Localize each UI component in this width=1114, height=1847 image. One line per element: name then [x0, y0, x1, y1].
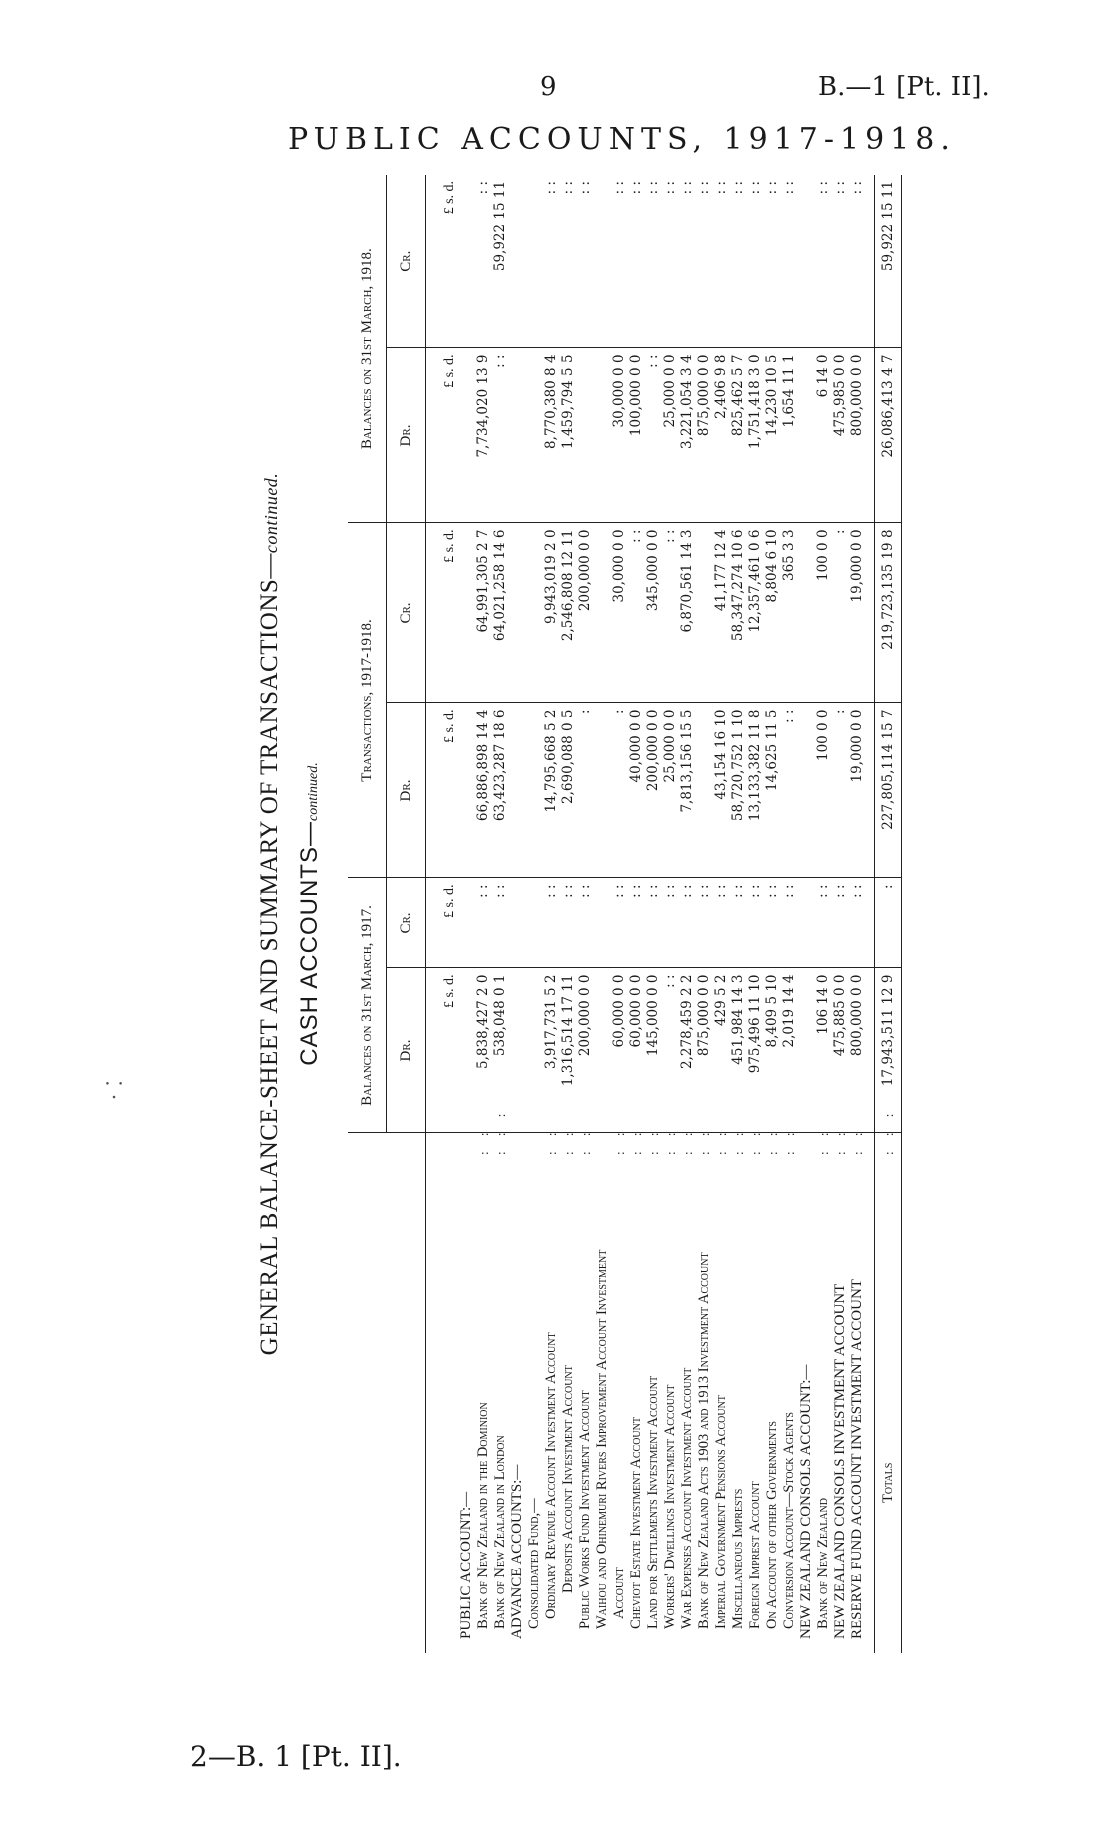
ledger-row: [526, 175, 543, 1653]
amount-cell-c2: : :: [713, 878, 730, 968]
amount-cell-c5: 2,406 9 8: [713, 348, 730, 523]
amount-cell-c6: [798, 175, 815, 348]
total-c5: 26,086,413 4 7: [875, 348, 902, 523]
footer-reference: 2—B. 1 [Pt. II].: [190, 1740, 402, 1773]
amount-cell-c5: 1,459,794 5 5: [560, 348, 577, 523]
ledger-row: [696, 175, 713, 1653]
amount-cell-c4: 2,546,808 12 11: [560, 523, 577, 703]
amount-cell-c2: : :: [764, 878, 781, 968]
balance-sheet: [256, 175, 896, 1653]
ledger-row: [458, 175, 475, 1653]
amount-cell-c3: [526, 703, 543, 878]
amount-cell-c6: : :: [696, 180, 712, 195]
units-spacer: [426, 1133, 459, 1653]
amount-cell-c6: : :: [747, 180, 763, 195]
ledger-row: [730, 175, 747, 1653]
ledger-row: [475, 175, 492, 1653]
amount-cell-c3: 100 0 0: [815, 703, 832, 878]
ledger-row: [798, 175, 815, 1653]
amount-cell-c6: [594, 175, 611, 348]
amount-cell-c6: [509, 175, 526, 348]
amount-cell-c1: 451,984 14 3: [730, 968, 747, 1133]
row-leader-dots: [798, 1133, 815, 1155]
amount-cell-c2: [594, 878, 611, 968]
amount-cell-c3: 25,000 0 0: [662, 703, 679, 878]
amount-cell-c4: [594, 523, 611, 703]
amount-cell-c1: 2,019 14 4: [781, 968, 798, 1133]
amount-cell-c5: 1,654 11 1: [781, 348, 798, 523]
amount-cell-c4: 345,000 0 0: [645, 523, 662, 703]
row-leader-dots: : :: [561, 1126, 576, 1155]
amount-cell-c3: 200,000 0 0: [645, 703, 662, 878]
amount-cell-c1: 429 5 2: [713, 968, 730, 1133]
row-label: Bank of New Zealand in London: [492, 1435, 508, 1629]
row-label: Ordinary Revenue Account Investment Account: [543, 1332, 559, 1619]
spacer-cell: [866, 878, 875, 968]
amount-cell-c6: : :: [679, 180, 695, 195]
amount-cell-c3: 66,886,898 14 4: [475, 703, 492, 878]
row-label: NEW ZEALAND CONSOLS INVESTMENT ACCOUNT: [832, 1283, 848, 1639]
row-leader-dots: : :: [731, 1126, 746, 1155]
header-cr: Cr.: [387, 175, 426, 348]
amount-cell-c1: 145,000 0 0: [645, 968, 662, 1133]
spacer-cell: [866, 703, 875, 878]
units-label: £ s. d.: [426, 348, 459, 523]
total-c1: 17,943,511 12 9: [875, 968, 902, 1133]
row-label: RESERVE FUND ACCOUNT INVESTMENT ACCOUNT: [849, 1279, 865, 1639]
amount-cell-c4: 9,943,019 2 0: [543, 523, 560, 703]
amount-cell-c4: 19,000 0 0: [849, 523, 866, 703]
amount-cell-c5: 7,734,020 13 9: [475, 348, 492, 523]
amount-cell-c4: 64,021,258 14 6: [492, 523, 509, 703]
ledger-row: [662, 175, 679, 1653]
row-leader-dots: : : :: [493, 1107, 508, 1155]
row-label: Cheviot Estate Investment Account: [628, 1417, 644, 1629]
amount-cell-c1: : :: [662, 968, 679, 1133]
amount-cell-c2: : :: [645, 878, 662, 968]
amount-cell-c3: [594, 703, 611, 878]
row-leader-dots: : :: [476, 1126, 491, 1155]
amount-cell-c1: [509, 968, 526, 1133]
ledger-row: [764, 175, 781, 1653]
ledger-row: [645, 175, 662, 1653]
ledger-row: [815, 175, 832, 1653]
amount-cell-c3: :: [577, 703, 594, 878]
row-leader-dots: [594, 1133, 611, 1155]
amount-cell-c6: : :: [475, 180, 491, 195]
amount-cell-c2: : :: [577, 878, 594, 968]
amount-cell-c6: : :: [628, 180, 644, 195]
amount-cell-c5: 14,230 10 5: [764, 348, 781, 523]
amount-cell-c4: 365 3 3: [781, 523, 798, 703]
row-leader-dots: : :: [714, 1126, 729, 1155]
main-title-continued: continued.: [261, 472, 281, 554]
units-label: £ s. d.: [426, 703, 459, 878]
amount-cell-c6: : :: [815, 180, 831, 195]
ledger-row: [543, 175, 560, 1653]
units-label: £ s. d.: [426, 878, 459, 968]
amount-cell-c6: : :: [577, 180, 593, 195]
row-leader-dots: : :: [748, 1126, 763, 1155]
row-leader-dots: [458, 1133, 475, 1155]
row-label: Foreign Imprest Account: [747, 1481, 763, 1629]
amount-cell-c5: [594, 348, 611, 523]
total-c4: 219,723,135 19 8: [875, 523, 902, 703]
row-label: Bank of New Zealand in the Dominion: [475, 1402, 491, 1629]
amount-cell-c1: 538,048 0 1: [492, 968, 509, 1133]
amount-cell-c2: : :: [611, 878, 628, 968]
sub-title-text: CASH ACCOUNTS—: [296, 821, 323, 1066]
amount-cell-c6: : :: [611, 180, 627, 195]
amount-cell-c6: : :: [849, 180, 865, 195]
amount-cell-c1: [526, 968, 543, 1133]
amount-cell-c1: 60,000 0 0: [628, 968, 645, 1133]
rotated-sheet: [256, 175, 896, 1653]
amount-cell-c1: 800,000 0 0: [849, 968, 866, 1133]
row-leader-dots: : :: [663, 1126, 678, 1155]
row-leader-dots: : :: [833, 1126, 848, 1155]
amount-cell-c1: 875,000 0 0: [696, 968, 713, 1133]
units-label: £ s. d.: [442, 180, 457, 215]
spacer-cell: [866, 968, 875, 1133]
amount-cell-c2: : :: [730, 878, 747, 968]
row-leader-dots: : :: [816, 1126, 831, 1155]
header-cr: Cr.: [387, 523, 426, 703]
amount-cell-c6: : :: [730, 180, 746, 195]
amount-cell-c5: 475,985 0 0: [832, 348, 849, 523]
row-label: Bank of New Zealand Acts 1903 and 1913 Investment Account: [696, 1252, 712, 1629]
main-title-text: GENERAL BALANCE-SHEET AND SUMMARY OF TRANSACTIONS—: [256, 553, 283, 1356]
row-label: Account: [611, 1567, 627, 1619]
amount-cell-c4: 200,000 0 0: [577, 523, 594, 703]
amount-cell-c3: [798, 703, 815, 878]
ledger-row: [560, 175, 577, 1653]
units-label: £ s. d.: [426, 968, 459, 1133]
amount-cell-c4: :: [832, 523, 849, 703]
row-leader-dots: : :: [612, 1126, 627, 1155]
amount-cell-c6: : :: [713, 180, 729, 195]
document-reference: B.—1 [Pt. II].: [818, 72, 990, 102]
row-leader-dots: : :: [646, 1126, 661, 1155]
header-dr: Dr.: [387, 703, 426, 878]
amount-cell-c2: [509, 878, 526, 968]
row-leader-dots: : :: [544, 1126, 559, 1155]
sub-title: [296, 175, 324, 1653]
amount-cell-c6: : :: [662, 180, 678, 195]
amount-cell-c2: : :: [696, 878, 713, 968]
amount-cell-c5: 6 14 0: [815, 348, 832, 523]
row-label: Bank of New Zealand: [815, 1498, 831, 1629]
amount-cell-c4: 58,347,274 10 6: [730, 523, 747, 703]
row-leader-dots: : :: [629, 1126, 644, 1155]
amount-cell-c1: 8,409 5 10: [764, 968, 781, 1133]
amount-cell-c2: : :: [781, 878, 798, 968]
header-dr: Dr.: [387, 968, 426, 1133]
amount-cell-c5: 8,770,380 8 4: [543, 348, 560, 523]
amount-cell-c3: 7,813,156 15 5: [679, 703, 696, 878]
header-balances-1917: Balances on 31st March, 1917.: [348, 878, 387, 1133]
row-label: Miscellaneous Imprests: [730, 1488, 746, 1629]
amount-cell-c2: : :: [475, 878, 492, 968]
ledger-row: [492, 175, 509, 1653]
row-label: Conversion Account—Stock Agents: [781, 1412, 797, 1629]
ledger-row: [849, 175, 866, 1653]
amount-cell-c2: : :: [679, 878, 696, 968]
spacer-cell: [866, 348, 875, 523]
amount-cell-c3: 19,000 0 0: [849, 703, 866, 878]
amount-cell-c1: 200,000 0 0: [577, 968, 594, 1133]
units-label: £ s. d.: [426, 523, 459, 703]
row-leader-dots: [509, 1133, 526, 1155]
spacer-row: [866, 175, 875, 1653]
row-label: NEW ZEALAND CONSOLS ACCOUNT:—: [798, 1364, 814, 1639]
amount-cell-c2: : :: [543, 878, 560, 968]
spacer-cell: [866, 1133, 875, 1155]
amount-cell-c3: 13,133,382 11 8: [747, 703, 764, 878]
amount-cell-c3: 40,000 0 0: [628, 703, 645, 878]
amount-cell-c6: : :: [645, 180, 661, 195]
row-leader-dots: [526, 1133, 543, 1155]
amount-cell-c3: :: [832, 703, 849, 878]
amount-cell-c1: 975,496 11 10: [747, 968, 764, 1133]
ledger-body: [458, 175, 902, 1653]
ledger-row: [594, 175, 611, 1653]
row-label: ADVANCE ACCOUNTS:—: [509, 1464, 525, 1639]
amount-cell-c5: 875,000 0 0: [696, 348, 713, 523]
total-c3: 227,805,114 15 7: [875, 703, 902, 878]
amount-cell-c4: 64,991,305 2 7: [475, 523, 492, 703]
row-label: Workers' Dwellings Investment Account: [662, 1384, 678, 1629]
spacer-cell: [866, 175, 875, 348]
scan-mark: ⸪: [105, 1079, 124, 1104]
row-leader-dots: : :: [680, 1126, 695, 1155]
amount-cell-c1: 60,000 0 0: [611, 968, 628, 1133]
spacer-cell: [866, 1155, 875, 1653]
amount-cell-c6: [458, 175, 475, 348]
amount-cell-c2: [798, 878, 815, 968]
amount-cell-c5: : :: [492, 348, 509, 523]
amount-cell-c4: 100 0 0: [815, 523, 832, 703]
amount-cell-c4: : :: [662, 523, 679, 703]
amount-cell-c5: 100,000 0 0: [628, 348, 645, 523]
amount-cell-c5: 3,221,054 3 4: [679, 348, 696, 523]
sub-title-continued: continued.: [306, 762, 321, 822]
amount-cell-c3: 58,720,752 1 10: [730, 703, 747, 878]
header-dr: Dr.: [387, 348, 426, 523]
amount-cell-c3: 14,625 11 5: [764, 703, 781, 878]
totals-label: Totals: [875, 1155, 902, 1653]
amount-cell-c6: [526, 175, 543, 348]
row-label: PUBLIC ACCOUNT:—: [458, 1491, 474, 1639]
amount-cell-c1: 1,316,514 17 11: [560, 968, 577, 1133]
amount-cell-c6: : :: [832, 180, 848, 195]
amount-cell-c1: 106 14 0: [815, 968, 832, 1133]
amount-cell-c2: : :: [492, 878, 509, 968]
amount-cell-c3: : :: [781, 703, 798, 878]
amount-cell-c3: :: [611, 703, 628, 878]
amount-cell-c2: : :: [662, 878, 679, 968]
amount-cell-c1: [594, 968, 611, 1133]
main-title: [256, 175, 284, 1653]
header-balances-1918: Balances on 31st March, 1918.: [348, 175, 387, 523]
row-label: Waihou and Ohinemuri Rivers Improvement Account Investment: [594, 1249, 610, 1629]
amount-cell-c2: : :: [560, 878, 577, 968]
page-number: 9: [540, 72, 557, 102]
amount-cell-c1: 3,917,731 5 2: [543, 968, 560, 1133]
amount-cell-c3: 14,795,668 5 2: [543, 703, 560, 878]
total-c6: 59,922 15 11: [875, 175, 902, 348]
amount-cell-c1: [458, 968, 475, 1133]
amount-cell-c4: : :: [628, 523, 645, 703]
row-label: Public Works Fund Investment Account: [577, 1390, 593, 1629]
row-leader-dots: : :: [578, 1126, 593, 1155]
amount-cell-c4: 8,804 6 10: [764, 523, 781, 703]
amount-cell-c2: : :: [628, 878, 645, 968]
header-cr: Cr.: [387, 878, 426, 968]
amount-cell-c5: [798, 348, 815, 523]
amount-cell-c5: [526, 348, 543, 523]
amount-cell-c2: : :: [832, 878, 849, 968]
amount-cell-c5: 1,751,418 3 0: [747, 348, 764, 523]
amount-cell-c3: 43,154 16 10: [713, 703, 730, 878]
ledger-row: [832, 175, 849, 1653]
row-label: Deposits Account Investment Account: [560, 1365, 576, 1593]
amount-cell-c2: : :: [747, 878, 764, 968]
amount-cell-c2: [526, 878, 543, 968]
amount-cell-c2: [458, 878, 475, 968]
amount-cell-c6: : :: [560, 180, 576, 195]
label-header: [348, 1133, 426, 1653]
amount-cell-c6: : :: [781, 180, 797, 195]
amount-cell-c3: 2,690,088 0 5: [560, 703, 577, 878]
amount-cell-c3: 63,423,287 18 6: [492, 703, 509, 878]
ledger-row: [781, 175, 798, 1653]
amount-cell-c4: [458, 523, 475, 703]
amount-cell-c4: [696, 523, 713, 703]
amount-cell-c4: 12,357,461 0 6: [747, 523, 764, 703]
ledger-row: [747, 175, 764, 1653]
row-leader-dots: : :: [782, 1126, 797, 1155]
amount-cell-c5: 800,000 0 0: [849, 348, 866, 523]
amount-cell-c6: : :: [543, 180, 559, 195]
ledger-row: [509, 175, 526, 1653]
row-leader-dots: : :: [697, 1126, 712, 1155]
ledger-row: [679, 175, 696, 1653]
amount-cell-c6: 59,922 15 11: [492, 180, 508, 272]
ledger-row: [628, 175, 645, 1653]
amount-cell-c5: : :: [645, 348, 662, 523]
row-label: Land for Settlements Investment Account: [645, 1375, 661, 1629]
amount-cell-c3: [458, 703, 475, 878]
amount-cell-c4: 41,177 12 4: [713, 523, 730, 703]
amount-cell-c4: 6,870,561 14 3: [679, 523, 696, 703]
amount-cell-c4: [526, 523, 543, 703]
amount-cell-c4: [509, 523, 526, 703]
amount-cell-c5: 825,462 5 7: [730, 348, 747, 523]
row-label: War Expenses Account Investment Account: [679, 1367, 695, 1629]
amount-cell-c1: 475,885 0 0: [832, 968, 849, 1133]
amount-cell-c1: 2,278,459 2 2: [679, 968, 696, 1133]
amount-cell-c1: 5,838,427 2 0: [475, 968, 492, 1133]
total-c2: :: [875, 878, 902, 968]
row-label: On Account of other Governments: [764, 1421, 780, 1629]
row-label: Imperial Government Pensions Account: [713, 1395, 729, 1629]
amount-cell-c5: [577, 348, 594, 523]
ledger-row: [611, 175, 628, 1653]
ledger-table: [348, 175, 902, 1653]
amount-cell-c5: [458, 348, 475, 523]
page-title: PUBLIC ACCOUNTS, 1917-1918.: [288, 122, 956, 157]
amount-cell-c6: : :: [764, 180, 780, 195]
amount-cell-c5: 30,000 0 0: [611, 348, 628, 523]
amount-cell-c3: [509, 703, 526, 878]
ledger-row: [577, 175, 594, 1653]
row-label: Consolidated Fund,—: [526, 1498, 542, 1629]
totals-leader-dots: : : :: [875, 1133, 902, 1155]
row-leader-dots: : :: [765, 1126, 780, 1155]
amount-cell-c5: 25,000 0 0: [662, 348, 679, 523]
amount-cell-c4: 30,000 0 0: [611, 523, 628, 703]
amount-cell-c2: : :: [849, 878, 866, 968]
totals-row: [875, 175, 902, 1653]
header-transactions: Transactions, 1917-1918.: [348, 523, 387, 878]
row-leader-dots: : :: [850, 1126, 865, 1155]
amount-cell-c4: [798, 523, 815, 703]
amount-cell-c3: [696, 703, 713, 878]
ledger-row: [713, 175, 730, 1653]
amount-cell-c1: [798, 968, 815, 1133]
amount-cell-c5: [509, 348, 526, 523]
amount-cell-c2: : :: [815, 878, 832, 968]
spacer-cell: [866, 523, 875, 703]
